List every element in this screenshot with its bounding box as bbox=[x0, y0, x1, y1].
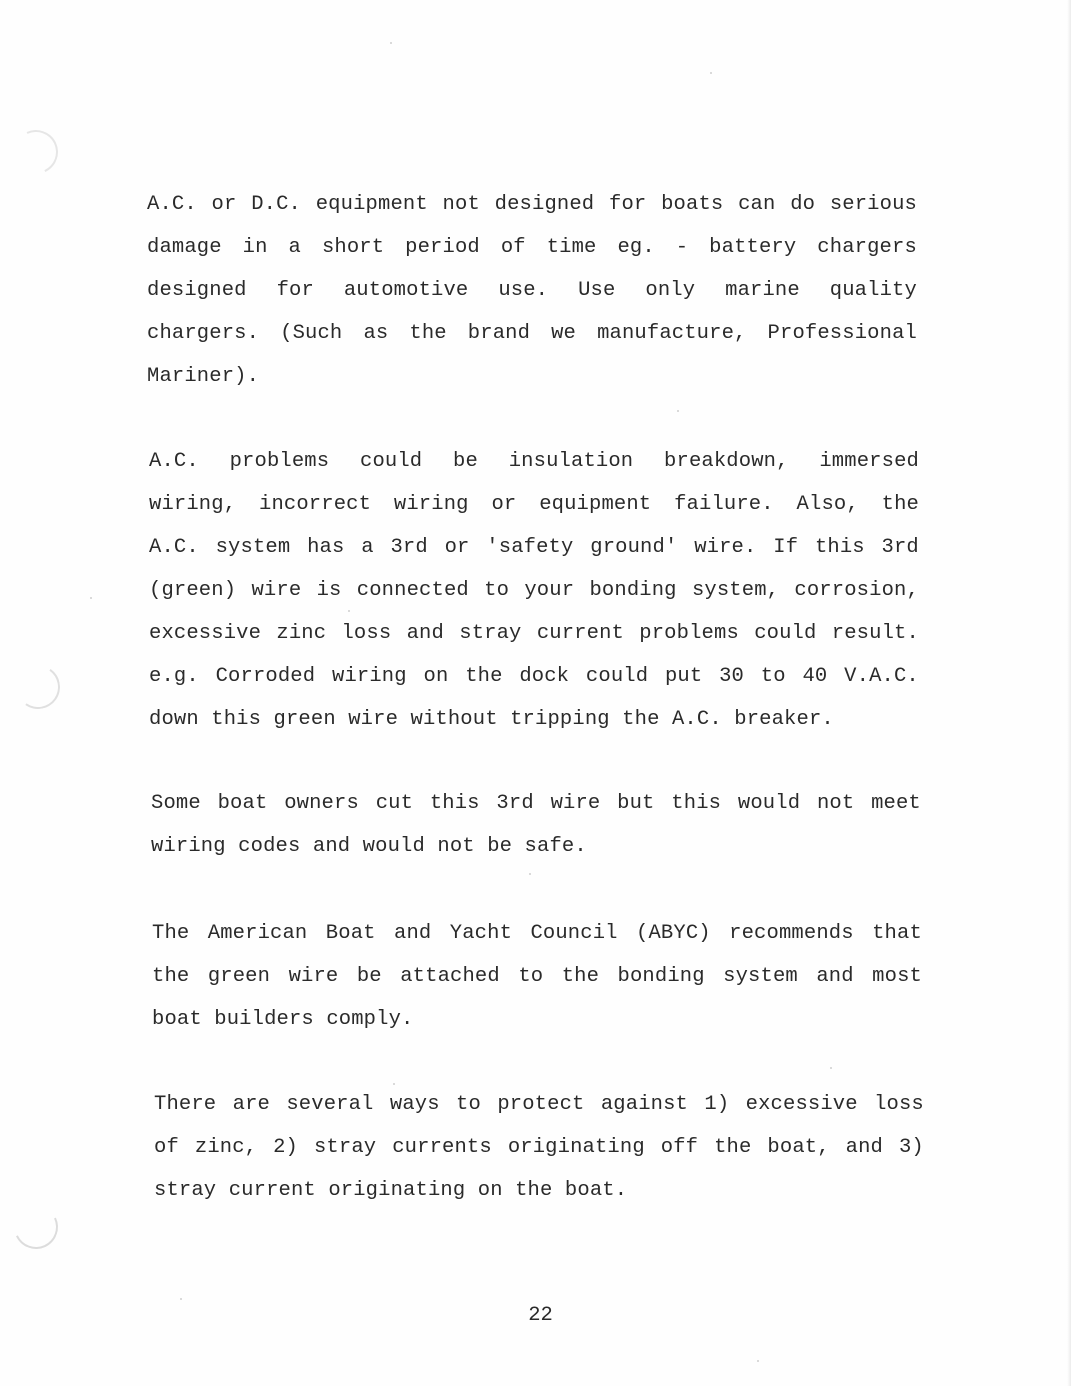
text-line: e.g. Corroded wiring on the dock could put 30 to 40 V.A.C. bbox=[149, 665, 919, 688]
text-line: Mariner). bbox=[147, 365, 260, 388]
text-line: of zinc, 2) stray currents originating off the boat, and 3) bbox=[154, 1136, 924, 1159]
scan-speck bbox=[677, 410, 679, 412]
text-line: A.C. system has a 3rd or 'safety ground' wire. If this 3rd bbox=[149, 536, 919, 559]
paragraph-protection-methods bbox=[154, 1083, 924, 1212]
text-line: excessive zinc loss and stray current problems could result. bbox=[149, 622, 919, 645]
text-line: (green) wire is connected to your bonding system, corrosion, bbox=[149, 579, 919, 602]
text-line: down this green wire without tripping the A.C. breaker. bbox=[149, 708, 834, 731]
text-line: wiring codes and would not be safe. bbox=[151, 835, 587, 858]
text-line: The American Boat and Yacht Council (ABYC) recommends that bbox=[152, 922, 922, 945]
binder-hole-mark-middle bbox=[13, 662, 64, 713]
text-line: wiring, incorrect wiring or equipment failure. Also, the bbox=[149, 493, 919, 516]
binder-hole-mark-top bbox=[8, 124, 64, 180]
text-line: the green wire be attached to the bonding system and most bbox=[152, 965, 922, 988]
scan-speck bbox=[180, 1298, 182, 1300]
scan-speck bbox=[90, 597, 92, 599]
text-line: stray current originating on the boat. bbox=[154, 1179, 628, 1202]
scan-speck bbox=[830, 1067, 832, 1069]
page-edge-shadow bbox=[1067, 0, 1071, 1386]
text-line: A.C. problems could be insulation breakdown, immersed bbox=[149, 450, 919, 473]
text-line: There are several ways to protect against 1) excessive loss bbox=[154, 1093, 924, 1116]
paragraph-equipment-warning bbox=[147, 183, 917, 398]
text-line: designed for automotive use. Use only marine quality bbox=[147, 279, 917, 302]
scan-speck bbox=[757, 1360, 759, 1362]
paragraph-abyc-recommendation bbox=[152, 912, 922, 1041]
scan-speck bbox=[529, 873, 531, 875]
paragraph-ac-problems bbox=[149, 440, 919, 741]
page-number: 22 bbox=[528, 1304, 553, 1327]
binder-hole-mark-bottom bbox=[8, 1199, 64, 1255]
text-line: damage in a short period of time eg. - battery chargers bbox=[147, 236, 917, 259]
text-line: A.C. or D.C. equipment not designed for boats can do serious bbox=[147, 193, 917, 216]
text-line: Some boat owners cut this 3rd wire but this would not meet bbox=[151, 792, 921, 815]
scan-speck bbox=[390, 42, 392, 44]
text-line: boat builders comply. bbox=[152, 1008, 414, 1031]
text-line: chargers. (Such as the brand we manufacture, Professional bbox=[147, 322, 917, 345]
paragraph-cutting-wire bbox=[151, 782, 921, 868]
scan-speck bbox=[710, 72, 712, 74]
